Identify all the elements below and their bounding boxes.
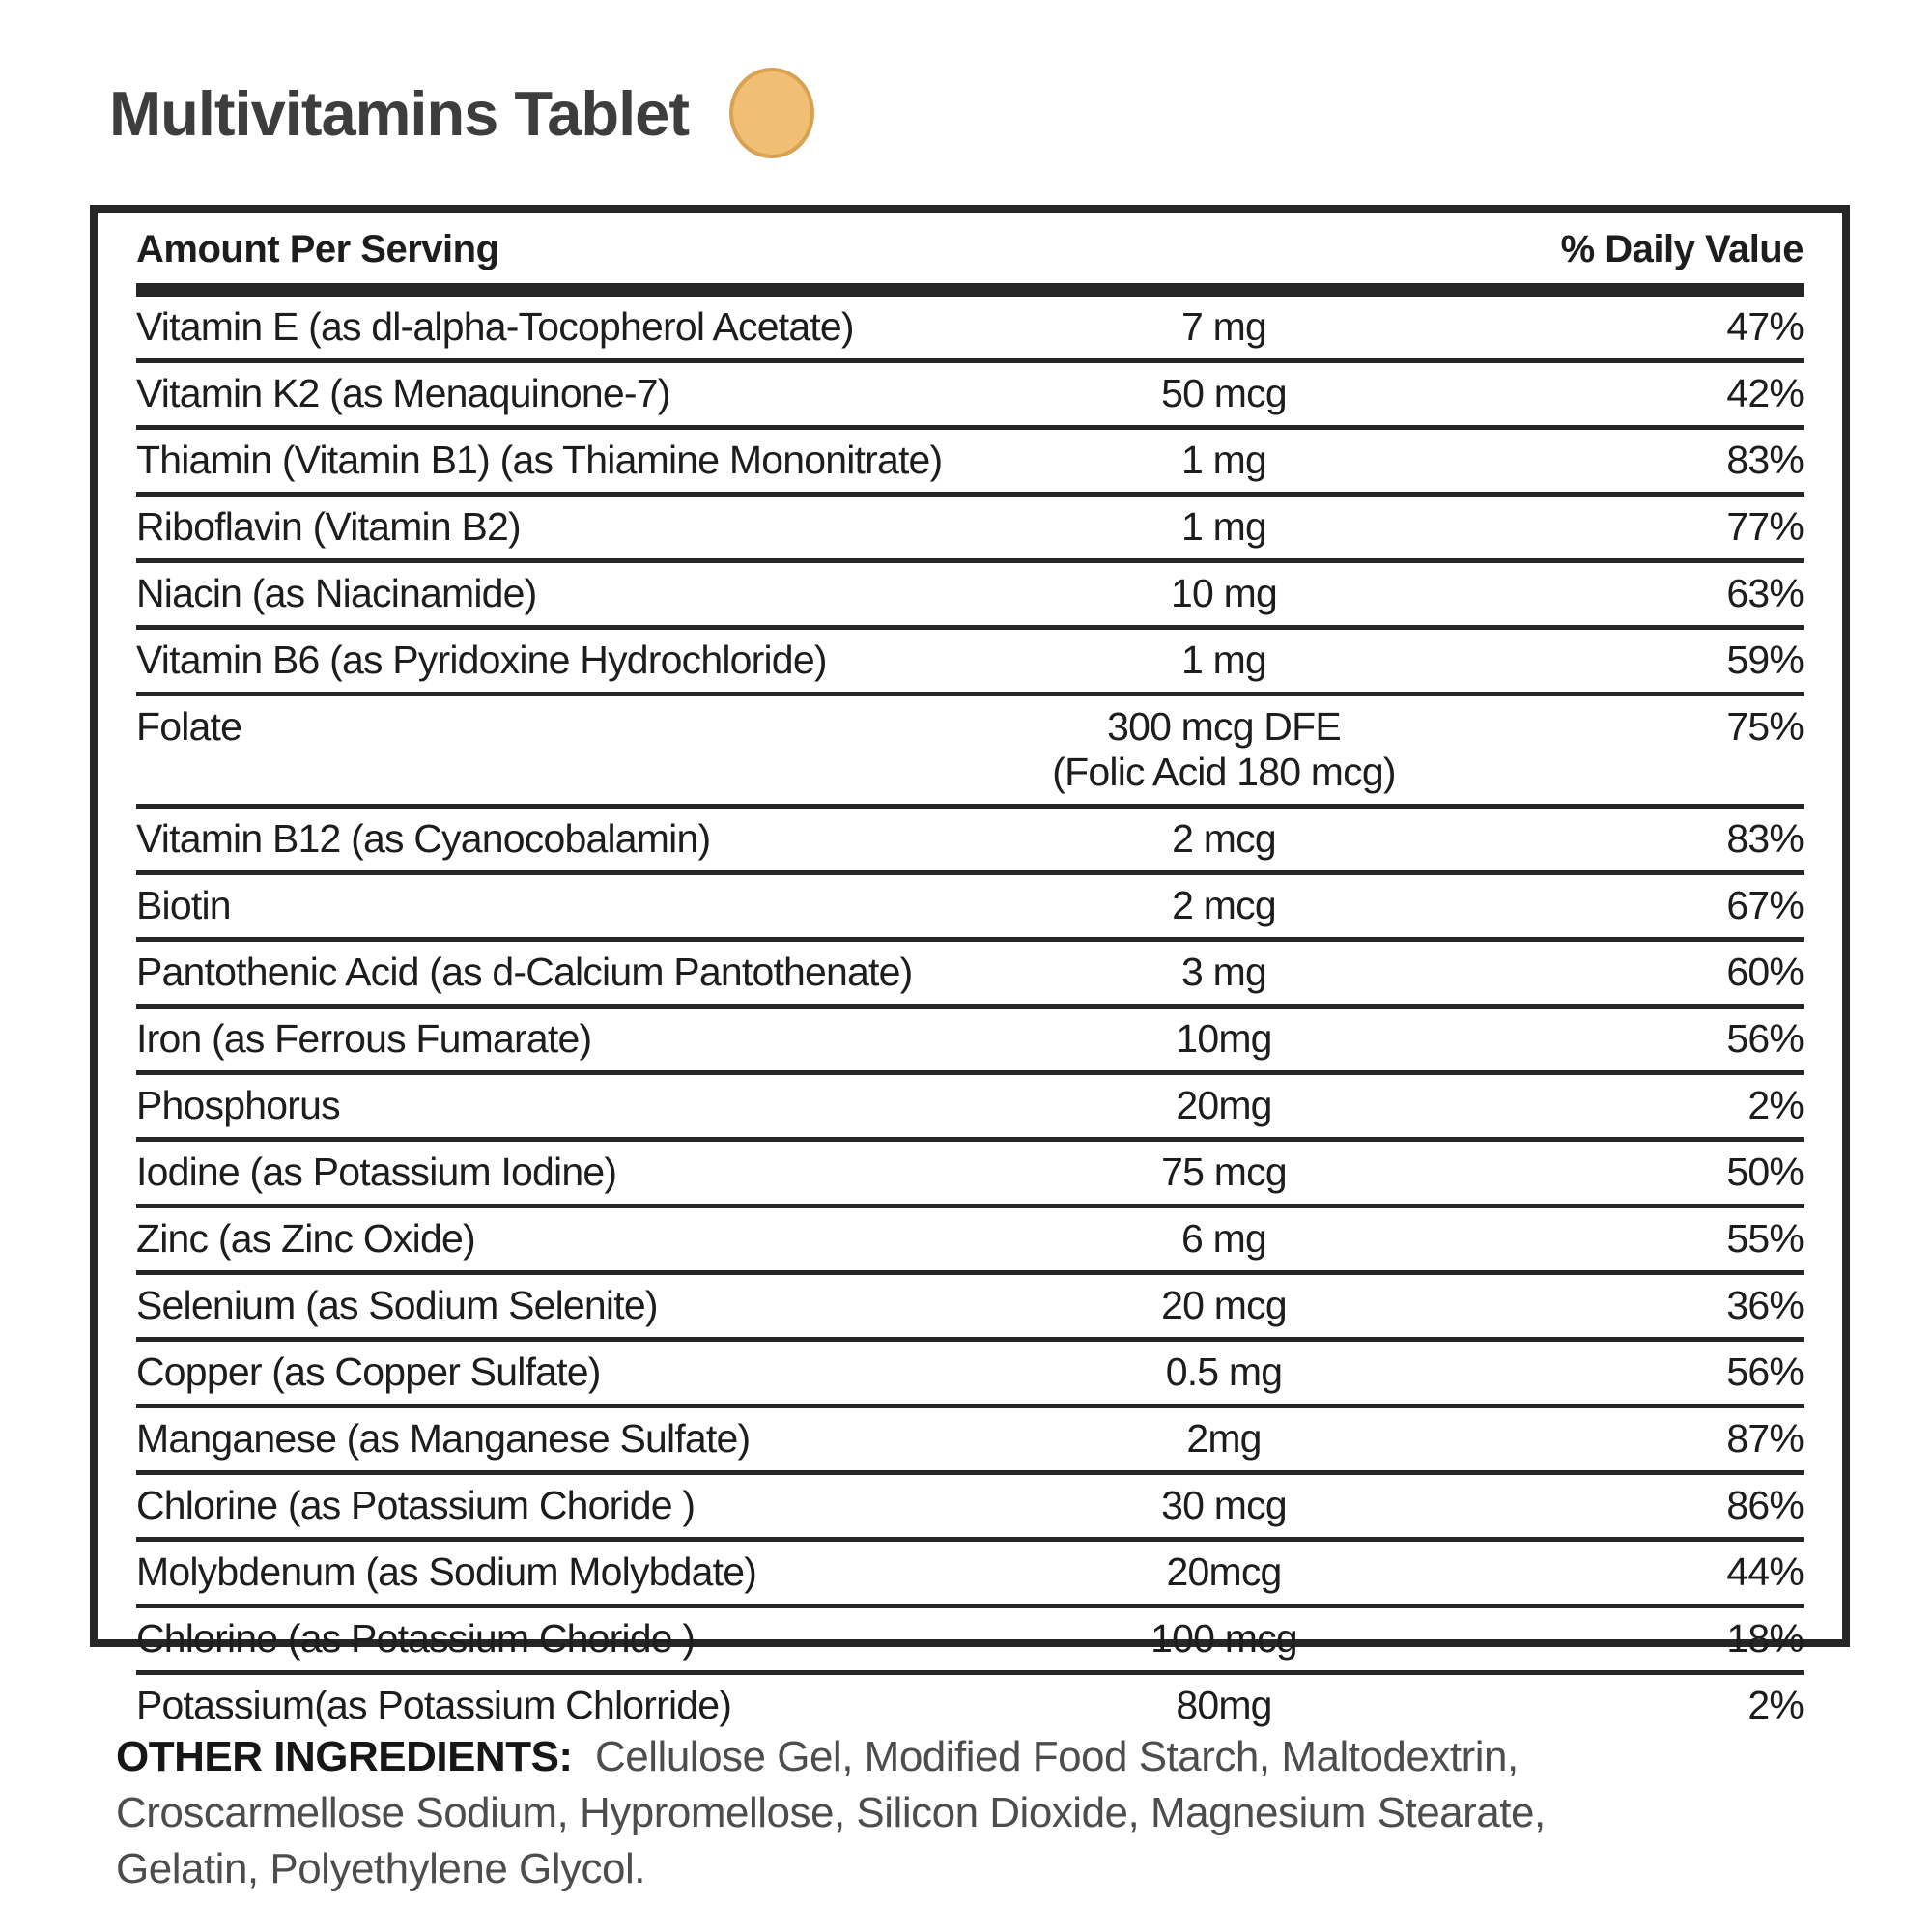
row-amount-line1: 20mcg <box>1166 1549 1282 1594</box>
row-amount <box>1016 438 1432 483</box>
row-amount <box>1016 1016 1432 1062</box>
row-amount-line1: 1 mg <box>1181 438 1266 482</box>
row-amount-line1: 2 mcg <box>1172 883 1276 927</box>
table-row <box>136 1137 1804 1204</box>
other-ingredients-list: Cellulose Gel, Modified Food Starch, Maltodextrin, Croscarmellose Sodium, Hypromellose, Silicon Dioxide, Magnesium Stearate, Gelatin, Polyethylene Glycol. <box>116 1733 1546 1892</box>
row-amount <box>1016 1616 1432 1662</box>
row-daily-value: 75% <box>1726 704 1804 749</box>
row-daily-value: 83% <box>1726 438 1804 482</box>
row-amount <box>1016 1483 1432 1528</box>
table-row <box>136 1270 1804 1337</box>
row-amount <box>1016 371 1432 416</box>
table-row <box>136 1070 1804 1137</box>
row-amount <box>1016 816 1432 862</box>
tablet-icon <box>729 68 814 158</box>
table-row <box>136 1404 1804 1470</box>
row-nutrient-name: Thiamin (Vitamin B1) (as Thiamine Mononitrate) <box>136 438 943 482</box>
row-daily-value: 47% <box>1726 304 1804 349</box>
row-daily-value: 67% <box>1726 883 1804 927</box>
row-nutrient-name: Vitamin B6 (as Pyridoxine Hydrochloride) <box>136 638 827 682</box>
row-daily-value: 60% <box>1726 950 1804 994</box>
page-title: Multivitamins Tablet <box>109 77 689 149</box>
row-amount <box>1016 1150 1432 1195</box>
row-amount <box>1016 1283 1432 1328</box>
row-amount <box>1016 883 1432 928</box>
row-amount <box>1016 704 1432 795</box>
row-nutrient-name: Iodine (as Potassium Iodine) <box>136 1150 617 1194</box>
row-nutrient-name: Vitamin B12 (as Cyanocobalamin) <box>136 816 711 861</box>
row-daily-value: 77% <box>1726 504 1804 549</box>
table-header <box>136 213 1804 271</box>
row-amount <box>1016 1416 1432 1462</box>
row-nutrient-name: Riboflavin (Vitamin B2) <box>136 504 521 549</box>
table-row <box>136 1204 1804 1270</box>
row-amount-line1: 80mg <box>1176 1683 1272 1727</box>
row-amount-line1: 100 mcg <box>1151 1616 1297 1661</box>
row-nutrient-name: Iron (as Ferrous Fumarate) <box>136 1016 592 1061</box>
table-row <box>136 1604 1804 1670</box>
row-daily-value: 42% <box>1726 371 1804 415</box>
row-nutrient-name: Niacin (as Niacinamide) <box>136 571 537 615</box>
row-nutrient-name: Potassium(as Potassium Chlorride) <box>136 1683 732 1727</box>
row-amount <box>1016 1549 1432 1595</box>
row-amount-line1: 50 mcg <box>1161 371 1287 415</box>
table-row <box>136 804 1804 870</box>
row-amount-line1: 10 mg <box>1171 571 1277 615</box>
row-amount-line1: 6 mg <box>1181 1216 1266 1261</box>
row-amount <box>1016 638 1432 683</box>
row-nutrient-name: Vitamin E (as dl-alpha-Tocopherol Acetate) <box>136 304 854 349</box>
row-daily-value: 2% <box>1747 1683 1804 1727</box>
table-row <box>136 358 1804 425</box>
row-amount-line1: 20 mcg <box>1161 1283 1287 1327</box>
row-nutrient-name: Chlorine (as Potassium Choride ) <box>136 1616 696 1661</box>
row-amount-line1: 0.5 mg <box>1165 1350 1283 1394</box>
row-amount-line2: (Folic Acid 180 mcg) <box>1052 750 1396 794</box>
row-nutrient-name: Folate <box>136 704 242 749</box>
table-row <box>136 297 1804 358</box>
row-nutrient-name: Zinc (as Zinc Oxide) <box>136 1216 475 1261</box>
row-daily-value: 87% <box>1726 1416 1804 1461</box>
table-row <box>136 1537 1804 1604</box>
other-ingredients <box>116 1729 1546 1897</box>
row-nutrient-name: Biotin <box>136 883 231 927</box>
row-amount <box>1016 1683 1432 1728</box>
row-daily-value: 83% <box>1726 816 1804 861</box>
row-daily-value: 56% <box>1726 1350 1804 1394</box>
row-amount-line1: 1 mg <box>1181 638 1266 682</box>
row-nutrient-name: Manganese (as Manganese Sulfate) <box>136 1416 751 1461</box>
row-amount <box>1016 1350 1432 1395</box>
table-row <box>136 937 1804 1004</box>
row-amount-line1: 10mg <box>1176 1016 1272 1061</box>
row-amount-line1: 2mg <box>1186 1416 1262 1461</box>
row-nutrient-name: Selenium (as Sodium Selenite) <box>136 1283 658 1327</box>
header-daily-value: % Daily Value <box>1560 228 1804 270</box>
row-nutrient-name: Vitamin K2 (as Menaquinone-7) <box>136 371 670 415</box>
row-daily-value: 50% <box>1726 1150 1804 1194</box>
header-amount-per-serving: Amount Per Serving <box>136 228 499 270</box>
row-nutrient-name: Copper (as Copper Sulfate) <box>136 1350 601 1394</box>
row-daily-value: 63% <box>1726 571 1804 615</box>
row-daily-value: 86% <box>1726 1483 1804 1527</box>
supplement-facts-panel <box>90 205 1850 1727</box>
row-nutrient-name: Molybdenum (as Sodium Molybdate) <box>136 1549 757 1594</box>
table-row <box>136 1337 1804 1404</box>
row-amount-line1: 2 mcg <box>1172 816 1276 861</box>
row-daily-value: 44% <box>1726 1549 1804 1594</box>
row-amount <box>1016 950 1432 995</box>
row-daily-value: 55% <box>1726 1216 1804 1261</box>
row-amount <box>1016 504 1432 550</box>
table-row <box>136 558 1804 625</box>
row-amount <box>1016 1083 1432 1128</box>
row-amount-line1: 1 mg <box>1181 504 1266 549</box>
row-amount <box>1016 304 1432 350</box>
table-row <box>136 625 1804 692</box>
other-ingredients-label: OTHER INGREDIENTS: <box>116 1733 573 1780</box>
table-row <box>136 492 1804 558</box>
row-amount-line1: 20mg <box>1176 1083 1272 1127</box>
row-amount-line1: 75 mcg <box>1161 1150 1287 1194</box>
row-amount-line1: 7 mg <box>1181 304 1266 349</box>
row-nutrient-name: Phosphorus <box>136 1083 340 1127</box>
row-amount <box>1016 1216 1432 1262</box>
table-row <box>136 692 1804 804</box>
table-row <box>136 1470 1804 1537</box>
row-daily-value: 36% <box>1726 1283 1804 1327</box>
row-daily-value: 56% <box>1726 1016 1804 1061</box>
table-body <box>136 297 1804 1737</box>
row-nutrient-name: Pantothenic Acid (as d-Calcium Pantothenate) <box>136 950 913 994</box>
table-row <box>136 1004 1804 1070</box>
row-daily-value: 18% <box>1726 1616 1804 1661</box>
header-divider <box>136 283 1804 297</box>
row-amount <box>1016 571 1432 616</box>
row-nutrient-name: Chlorine (as Potassium Choride ) <box>136 1483 696 1527</box>
row-daily-value: 59% <box>1726 638 1804 682</box>
row-daily-value: 2% <box>1747 1083 1804 1127</box>
row-amount-line1: 3 mg <box>1181 950 1266 994</box>
row-amount-line1: 30 mcg <box>1161 1483 1287 1527</box>
table-row <box>136 870 1804 937</box>
table-row <box>136 1670 1804 1737</box>
title-block <box>109 68 814 158</box>
table-row <box>136 425 1804 492</box>
row-amount-line1: 300 mcg DFE <box>1107 704 1341 749</box>
